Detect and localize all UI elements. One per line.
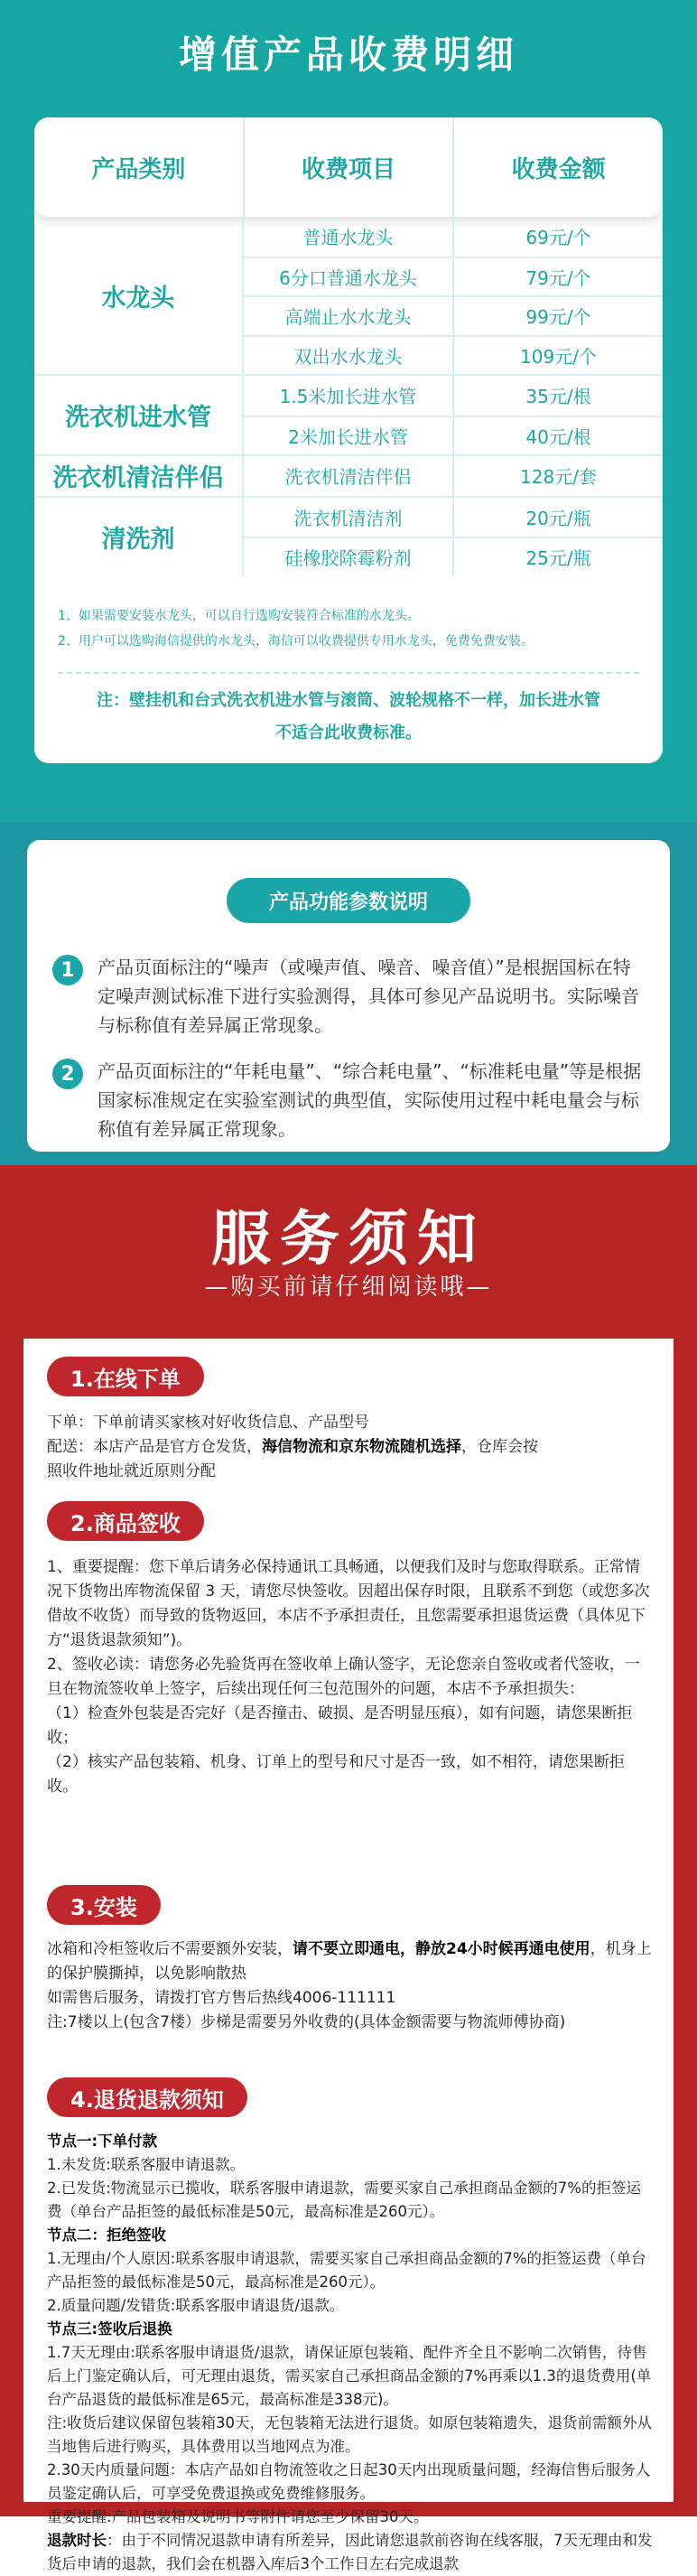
service-subtitle: —购买前请仔细阅读哦— <box>204 1274 493 1301</box>
table-row <box>244 537 663 576</box>
fee-title: 增值产品收费明细 <box>178 33 518 77</box>
refund-duration: 退款时长：由于不同情况退款申请有所差异，因此请您退款前咨询在线客服，7天无理由和发货后申请的退款，我们会在机器入库后3个工作日左右完成退款 <box>47 2532 653 2572</box>
table-row <box>244 295 663 335</box>
refund-line: 注:收货后建议保留包装箱30天，无包装箱无法进行退货。如原包装箱遗失，退货前需额外从当地售后进行购买，具体费用以当地网点为准。 <box>47 2414 653 2455</box>
number-badge: 2 <box>52 1059 83 1089</box>
fee-section <box>0 0 697 822</box>
install-text <box>47 1937 654 2035</box>
price-cell: 25元/瓶 <box>452 538 663 576</box>
item-cell: 洗衣机清洁伴侣 <box>284 466 412 489</box>
refund-line: 1.7天无理由:联系客服申请退货/退款，请保证原包装箱、配件齐全且不影响二次销售，待售后上门鉴定确认后，可无理由退货，需买家自己承担商品金额的7%再乘以1.3的退货费用(单台产品退货的最低标准是65元，最高标准是338元)。 <box>47 2344 652 2408</box>
service-title: 服务须知 <box>211 1204 486 1274</box>
item-cell: 普通水龙头 <box>302 227 394 249</box>
refund-line: 1.未发货:联系客服申请退款。 <box>47 2156 246 2173</box>
table-row <box>244 217 663 257</box>
item-cell: 高端止水水龙头 <box>284 306 412 329</box>
receipt-paragraph: （2）核实产品包装箱、机身、订单上的型号和尺寸是否一致，如不相符，请您果断拒收。 <box>47 1753 625 1796</box>
refund-line: 2.已发货:物流显示已揽收，联系客服申请退款，需要买家自己承担商品金额的7%的拒签运费（单台产品拒签的最低标准是50元，最高标准是260元）。 <box>47 2179 641 2220</box>
refund-text <box>47 2130 654 2576</box>
dashed-divider <box>58 672 639 674</box>
item-cell: 2米加长进水管 <box>288 425 408 448</box>
group-cleaning-kit <box>34 456 663 498</box>
refund-line: 重要提醒:产品包装箱及说明书等附件请您至少保留30天。 <box>47 2508 429 2525</box>
item-cell: 硅橡胶除霉粉剂 <box>284 547 412 570</box>
receipt-paragraph: 2、签收必读：请您务必先验货再在签收单上确认签字，无论您亲自签收或者代签收，一旦在物流签收单上签字，后续出现任何三包范围外的问题，本店不予承担损失： <box>47 1656 640 1698</box>
receipt-paragraph: （1）检查外包装是否完好（是否撞击、破损、是否明显压痕），如有问题，请您果断拒收； <box>47 1704 633 1747</box>
section-heading-order: 1.在线下单 <box>47 1357 204 1396</box>
group-label: 洗衣机清洁伴侣 <box>34 456 244 496</box>
price-cell: 109元/个 <box>452 337 663 375</box>
order-line: 下单：下单前请买家核对好收货信息、产品型号 <box>47 1414 369 1432</box>
order-line: 照收件地址就近原则分配 <box>47 1462 216 1480</box>
install-line: 注:7楼以上(包含7楼）步梯是需要另外收费的(具体金额需要与物流师傅协商) <box>47 2013 566 2031</box>
fee-card <box>34 117 663 763</box>
install-line: 如需售后服务，请拨打官方售后热线4006-111111 <box>47 1989 396 2007</box>
node-title: 节点一:下单付款 <box>47 2133 158 2150</box>
section-heading-install: 3.安装 <box>47 1885 161 1925</box>
fee-remark <box>61 685 636 750</box>
group-inlet-hose <box>34 376 663 456</box>
price-cell: 40元/根 <box>452 417 663 455</box>
table-row <box>244 456 663 496</box>
order-text <box>47 1411 654 1484</box>
install-line: 冰箱和冷柜签收后不需要额外安装，请不要立即通电，静放24小时候再通电使用，机身上的保护膜撕掉，以免影响散热 <box>47 1940 652 1983</box>
fee-notes <box>58 603 645 654</box>
node-title: 节点二：拒绝签收 <box>47 2226 166 2244</box>
fee-table-header <box>34 117 663 217</box>
fee-remark-line: 注：壁挂机和台式洗衣机进水管与滚筒、波轮规格不一样，加长进水管 <box>97 691 600 710</box>
refund-line: 2.质量问题/发错货:联系客服申请退货/退款。 <box>47 2297 345 2314</box>
number-badge: 1 <box>52 955 83 985</box>
header-price: 收费金额 <box>452 117 663 217</box>
header-item: 收费项目 <box>243 117 453 217</box>
param-text: 产品页面标注的“年耗电量”、“综合耗电量”、“标准耗电量”等是根据国家标准规定在实验室测试的典型值，实际使用过程中耗电量会与标称值有差异属正常现象。 <box>98 1060 642 1140</box>
param-card <box>27 840 670 1152</box>
service-card <box>23 1339 674 2572</box>
table-row <box>244 376 663 415</box>
group-label: 水龙头 <box>34 217 244 374</box>
fee-remark-line: 不适合此收费标准。 <box>275 723 422 742</box>
param-text: 产品页面标注的“噪声（或噪声值、噪音、噪音值）”是根据国标在特定噪声测试标准下进行实验测得，具体可参见产品说明书。实际噪音与标称值有差异属正常现象。 <box>98 957 639 1036</box>
table-row <box>244 335 663 375</box>
price-cell: 99元/个 <box>452 297 663 335</box>
table-row <box>244 415 663 455</box>
header-category: 产品类别 <box>91 155 186 183</box>
refund-line: 2.30天内质量问题：本店产品如自物流签收之日起30天内出现质量问题，经海信售后服务人员鉴定确认后，可享受免费退换或免费维修服务。 <box>47 2461 651 2502</box>
order-line: 配送：本店产品是官方仓发货，海信物流和京东物流随机选择，仓库会按 <box>47 1438 538 1456</box>
item-cell: 洗衣机清洁剂 <box>293 507 403 529</box>
fee-table-body <box>34 217 663 576</box>
section-heading-receipt: 2.商品签收 <box>47 1501 204 1541</box>
param-title: 产品功能参数说明 <box>227 878 470 923</box>
service-section <box>0 1165 697 2572</box>
param-section <box>0 822 697 1165</box>
table-row <box>244 257 663 296</box>
node-title: 节点三:签收后退换 <box>47 2320 172 2338</box>
section-heading-refund: 4.退货退款须知 <box>47 2077 247 2117</box>
fee-note: 2、用户可以选购海信提供的水龙头，海信可以收费提供专用水龙头，免费免费安装。 <box>58 634 534 649</box>
receipt-paragraph: 1、重要提醒：您下单后请务必保持通讯工具畅通，以便我们及时与您取得联系。正常情况下货物出库物流保留 3 天，请您尽快签收。因超出保存时限，且联系不到您（或您多次借故不收货）而导致的货物返回，本店不予承担责任，且您需要承担退货运费（具体见下方“退货退款须知”)。 <box>47 1558 650 1649</box>
price-cell: 20元/瓶 <box>452 498 663 537</box>
group-label: 洗衣机进水管 <box>34 376 244 454</box>
item-cell: 1.5米加长进水管 <box>279 386 417 408</box>
group-detergent <box>34 498 663 576</box>
table-row <box>244 498 663 537</box>
price-cell: 79元/个 <box>452 258 663 296</box>
item-cell: 双出水水龙头 <box>293 345 403 368</box>
group-faucet <box>34 217 663 376</box>
price-cell: 69元/个 <box>452 217 663 257</box>
group-label: 清洗剂 <box>34 498 244 576</box>
item-cell: 6分口普通水龙头 <box>279 266 417 289</box>
refund-line: 1.无理由/个人原因:联系客服申请退款，需要买家自己承担商品金额的7%的拒签运费（单台产品拒签的最低标准是50元，最高标准是260元）。 <box>47 2250 646 2291</box>
receipt-text <box>47 1555 654 1799</box>
fee-note: 1、如果需要安装水龙头，可以自行选购安装符合标准的水龙头。 <box>58 609 420 623</box>
price-cell: 35元/根 <box>452 376 663 415</box>
price-cell: 128元/套 <box>452 456 663 496</box>
